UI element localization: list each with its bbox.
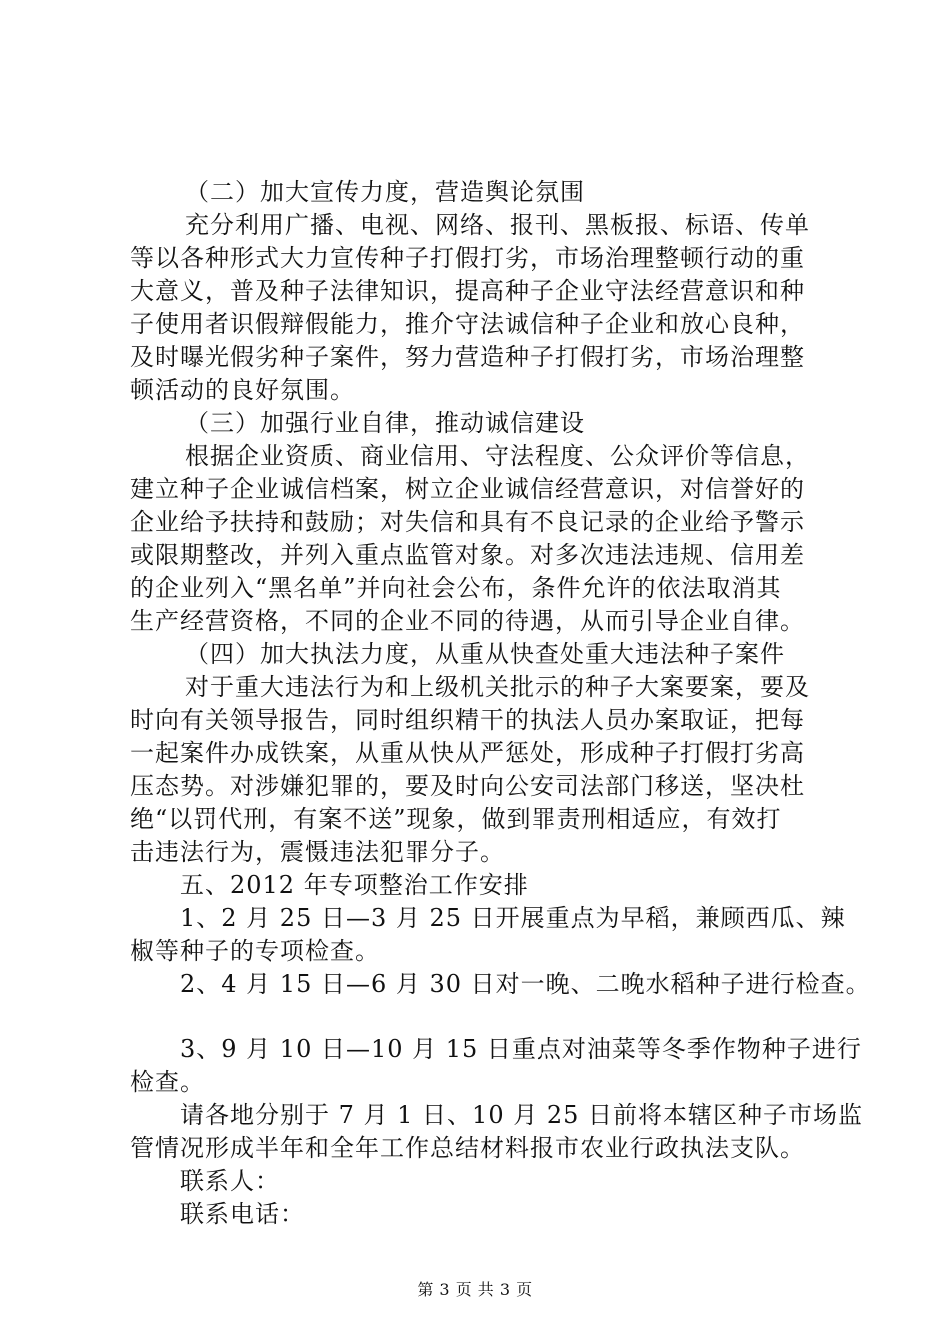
paragraph-line: 时向有关领导报告，同时组织精干的执法人员办案取证，把每 bbox=[130, 706, 805, 734]
paragraph-line: 绝“以罚代刑，有案不送”现象，做到罪责刑相适应，有效打 bbox=[130, 805, 782, 833]
paragraph-line: 建立种子企业诚信档案，树立企业诚信经营意识，对信誉好的 bbox=[130, 475, 805, 503]
paragraph-line: 对于重大违法行为和上级机关批示的种子大案要案，要及 bbox=[185, 673, 810, 701]
contact-person-label: 联系人： bbox=[180, 1167, 280, 1195]
schedule-item-2: 2、4 月 15 日—6 月 30 日对一晚、二晚水稻种子进行检查。 bbox=[180, 970, 871, 998]
section-heading-4: （四）加大执法力度，从重从快查处重大违法种子案件 bbox=[185, 640, 785, 668]
paragraph-line: 生产经营资格，不同的企业不同的待遇，从而引导企业自律。 bbox=[130, 607, 805, 635]
paragraph-line: 一起案件办成铁案，从重从快从严惩处，形成种子打假打劣高 bbox=[130, 739, 805, 767]
contact-phone-label: 联系电话： bbox=[180, 1200, 305, 1228]
paragraph-line: 检查。 bbox=[130, 1068, 205, 1096]
schedule-item-3: 3、9 月 10 日—10 月 15 日重点对油菜等冬季作物种子进行 bbox=[180, 1035, 862, 1063]
paragraph-line: 的企业列入“黑名单”并向社会公布，条件允许的依法取消其 bbox=[130, 574, 782, 602]
schedule-item-1: 1、2 月 25 日—3 月 25 日开展重点为早稻，兼顾西瓜、辣 bbox=[180, 904, 846, 932]
page-number-footer: 第 3 页 共 3 页 bbox=[417, 1280, 533, 1299]
paragraph-line: 充分利用广播、电视、网络、报刊、黑板报、标语、传单 bbox=[185, 211, 810, 239]
section-heading-2: （二）加大宣传力度，营造舆论氛围 bbox=[185, 178, 585, 206]
paragraph-line: 子使用者识假辩假能力，推介守法诚信种子企业和放心良种， bbox=[130, 310, 805, 338]
paragraph-line: 大意义，普及种子法律知识，提高种子企业守法经营意识和种 bbox=[130, 277, 805, 305]
paragraph-line: 压态势。对涉嫌犯罪的，要及时向公安司法部门移送，坚决杜 bbox=[130, 772, 805, 800]
paragraph-line: 或限期整改，并列入重点监管对象。对多次违法违规、信用差 bbox=[130, 541, 805, 569]
section-heading-5: 五、2012 年专项整治工作安排 bbox=[180, 871, 529, 899]
paragraph-line: 及时曝光假劣种子案件，努力营造种子打假打劣，市场治理整 bbox=[130, 343, 805, 371]
paragraph-line: 管情况形成半年和全年工作总结材料报市农业行政执法支队。 bbox=[130, 1134, 805, 1162]
paragraph-line: 企业给予扶持和鼓励；对失信和具有不良记录的企业给予警示 bbox=[130, 508, 805, 536]
section-heading-3: （三）加强行业自律，推动诚信建设 bbox=[185, 409, 585, 437]
paragraph-line: 击违法行为，震慑违法犯罪分子。 bbox=[130, 838, 505, 866]
paragraph-line: 根据企业资质、商业信用、守法程度、公众评价等信息， bbox=[185, 442, 810, 470]
paragraph-line: 请各地分别于 7 月 1 日、10 月 25 日前将本辖区种子市场监 bbox=[180, 1101, 864, 1129]
paragraph-line: 等以各种形式大力宣传种子打假打劣，市场治理整顿行动的重 bbox=[130, 244, 805, 272]
paragraph-line: 椒等种子的专项检查。 bbox=[130, 937, 380, 965]
paragraph-line: 顿活动的良好氛围。 bbox=[130, 376, 355, 404]
